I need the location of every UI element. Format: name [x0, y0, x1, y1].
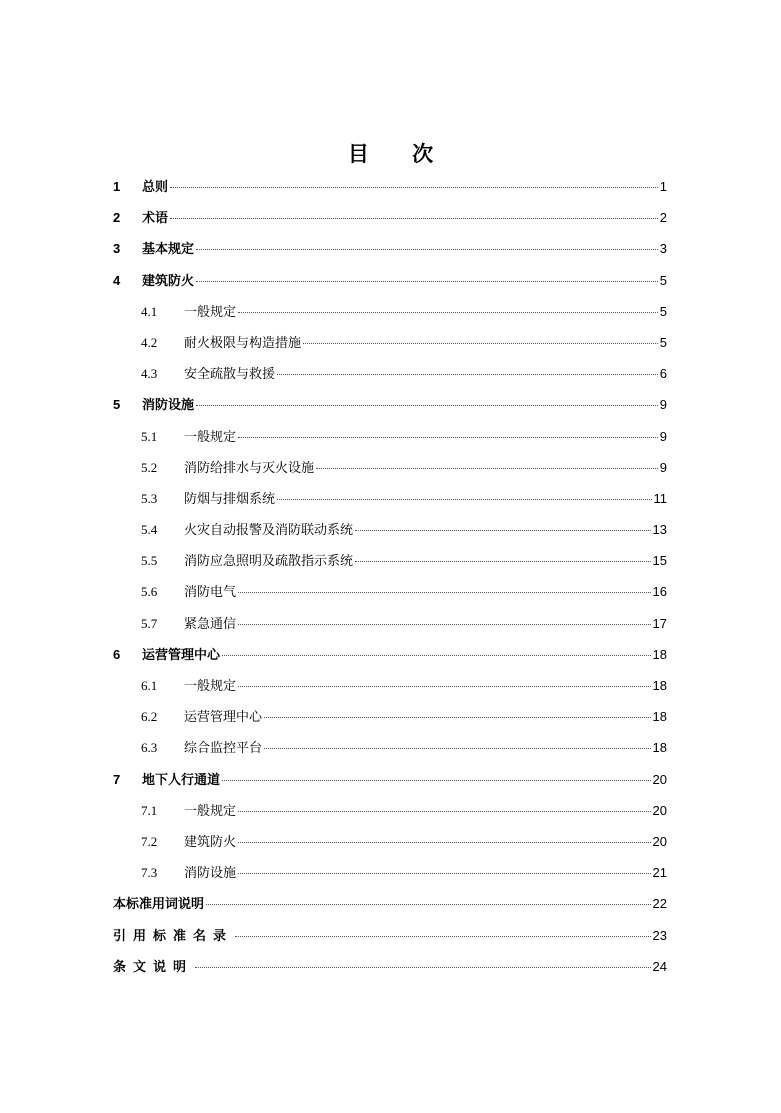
toc-entry-title: 消防给排水与灭火设施	[184, 460, 315, 476]
toc-entry-number: 6	[113, 646, 121, 662]
toc-entry-number: 5.2	[141, 459, 158, 475]
toc-entry-page-number: 18	[652, 709, 667, 725]
dot-leader	[355, 530, 651, 531]
toc-entry[interactable]	[113, 426, 667, 457]
dot-leader	[196, 405, 658, 406]
dot-leader	[222, 780, 651, 781]
toc-entry-title: 综合监控平台	[184, 741, 263, 757]
toc-entry-page-number: 24	[652, 958, 667, 974]
toc-entry[interactable]	[113, 176, 667, 207]
toc-entry-page-number: 20	[652, 833, 667, 849]
toc-entry[interactable]	[113, 769, 667, 800]
toc-entry-page-number: 20	[652, 802, 667, 818]
toc-entry[interactable]	[113, 581, 667, 612]
toc-entry-page-number: 11	[653, 490, 667, 506]
toc-entry-number: 7.2	[141, 833, 158, 849]
toc-entry[interactable]	[113, 488, 667, 519]
toc-entry[interactable]	[113, 332, 667, 363]
toc-entry[interactable]	[113, 270, 667, 301]
toc-entry[interactable]	[113, 394, 667, 425]
toc-entry-page-number: 22	[652, 896, 667, 912]
toc-entry[interactable]	[113, 831, 667, 862]
dot-leader	[264, 717, 651, 718]
toc-entry[interactable]	[113, 301, 667, 332]
toc-entry[interactable]	[113, 238, 667, 269]
toc-entry-number: 5.7	[141, 615, 158, 631]
toc-entry-page-number: 5	[659, 334, 667, 350]
toc-entry-page-number: 16	[652, 584, 667, 600]
toc-entry-number: 7	[113, 771, 121, 787]
toc-entry-page-number: 23	[652, 927, 667, 943]
toc-entry-title: 地下人行通道	[142, 772, 221, 788]
toc-entry-title: 一般规定	[184, 429, 237, 445]
toc-entry-title: 运营管理中心	[184, 710, 263, 726]
toc-entry-page-number: 3	[659, 241, 667, 257]
toc-entry-number: 1	[113, 179, 121, 194]
toc-entry-page-number: 18	[652, 740, 667, 756]
toc-entry-title: 耐火极限与构造措施	[184, 335, 302, 351]
toc-entry-page-number: 2	[659, 210, 667, 226]
dot-leader	[195, 967, 651, 968]
toc-entry-number: 5	[113, 397, 121, 413]
toc-entry-title: 基本规定	[142, 242, 195, 258]
toc-entry-number: 5.5	[141, 553, 158, 569]
dot-leader	[238, 873, 651, 874]
toc-entry-number: 6.2	[141, 709, 158, 725]
dot-leader	[235, 936, 651, 937]
toc-entry[interactable]	[113, 207, 667, 238]
toc-entry-title: 消防设施	[142, 398, 195, 414]
toc-entry-number: 4.2	[141, 334, 158, 350]
dot-leader	[264, 748, 651, 749]
toc-entry-title: 条文说明	[113, 959, 194, 975]
toc-entry[interactable]	[113, 800, 667, 831]
dot-leader	[170, 218, 658, 219]
toc-entry-title: 建筑防火	[142, 273, 195, 289]
toc-entry-number: 4.3	[141, 366, 158, 382]
dot-leader	[238, 312, 658, 313]
toc-entry-page-number: 17	[652, 615, 667, 631]
toc-entry[interactable]	[113, 363, 667, 394]
toc-entry-page-number: 15	[652, 553, 667, 569]
dot-leader	[238, 624, 651, 625]
dot-leader	[355, 561, 651, 562]
dot-leader	[170, 187, 658, 188]
toc-entry-page-number: 18	[652, 646, 667, 662]
dot-leader	[238, 592, 651, 593]
toc-entry-title: 建筑防火	[184, 834, 237, 850]
toc-entry-number: 5.6	[141, 584, 158, 600]
toc-entry-page-number: 9	[659, 459, 667, 475]
toc-entry[interactable]	[113, 893, 667, 924]
dot-leader	[277, 374, 658, 375]
page-title: 目 次	[347, 142, 452, 166]
toc-entry-number: 3	[113, 241, 121, 257]
dot-leader	[238, 842, 651, 843]
dot-leader	[222, 655, 651, 656]
dot-leader	[238, 811, 651, 812]
toc-entry-page-number: 13	[652, 522, 667, 538]
toc-entry-title: 总则	[142, 180, 169, 195]
toc-entry-page-number: 9	[659, 428, 667, 444]
toc-entry[interactable]	[113, 675, 667, 706]
dot-leader	[316, 468, 658, 469]
toc-entry-page-number: 6	[659, 366, 667, 382]
toc-entry-title: 一般规定	[184, 803, 237, 819]
dot-leader	[196, 249, 658, 250]
dot-leader	[196, 281, 658, 282]
toc-entry-title: 消防设施	[184, 866, 237, 882]
toc-entry-number: 5.1	[141, 428, 158, 444]
toc-entry-title: 运营管理中心	[142, 647, 221, 663]
toc-entry[interactable]	[113, 519, 667, 550]
toc-entry[interactable]	[113, 644, 667, 675]
dot-leader	[238, 437, 658, 438]
toc-entry[interactable]	[113, 956, 667, 987]
toc-entry-page-number: 9	[659, 397, 667, 413]
toc-entry-title: 一般规定	[184, 304, 237, 320]
toc-entry-page-number: 18	[652, 678, 667, 693]
dot-leader	[238, 686, 651, 687]
toc-entry-title: 消防应急照明及疏散指示系统	[184, 554, 354, 570]
toc-entry-number: 4	[113, 272, 121, 288]
table-of-contents	[113, 176, 667, 987]
toc-entry[interactable]	[113, 737, 667, 768]
toc-entry-number: 6.1	[141, 678, 158, 693]
toc-entry-page-number: 1	[659, 179, 667, 194]
toc-entry-number: 7.3	[141, 865, 158, 881]
toc-entry-page-number: 20	[652, 771, 667, 787]
toc-entry-page-number: 21	[652, 865, 667, 881]
toc-entry-number: 4.1	[141, 303, 158, 319]
toc-entry-title: 紧急通信	[184, 616, 237, 632]
dot-leader	[303, 343, 658, 344]
toc-entry-title: 防烟与排烟系统	[184, 491, 276, 507]
toc-entry[interactable]	[113, 457, 667, 488]
toc-entry-title: 安全疏散与救援	[184, 367, 276, 383]
toc-entry[interactable]	[113, 925, 667, 956]
toc-entry-number: 7.1	[141, 802, 158, 818]
toc-entry[interactable]	[113, 862, 667, 893]
toc-entry-number: 6.3	[141, 740, 158, 756]
toc-entry[interactable]	[113, 613, 667, 644]
toc-entry-page-number: 5	[659, 303, 667, 319]
toc-entry[interactable]	[113, 550, 667, 581]
toc-entry-title: 术语	[142, 211, 169, 227]
toc-entry-number: 2	[113, 210, 121, 226]
toc-entry-number: 5.3	[141, 490, 158, 506]
toc-entry-number: 5.4	[141, 522, 158, 538]
toc-entry-title: 一般规定	[184, 679, 237, 694]
toc-entry-title: 本标准用词说明	[113, 897, 205, 913]
toc-entry-title: 引用标准名录	[113, 928, 234, 944]
toc-entry-title: 消防电气	[184, 585, 237, 601]
toc-entry-page-number: 5	[659, 272, 667, 288]
toc-entry-title: 火灾自动报警及消防联动系统	[184, 523, 354, 539]
dot-leader	[206, 904, 651, 905]
dot-leader	[277, 499, 651, 500]
toc-entry[interactable]	[113, 706, 667, 737]
